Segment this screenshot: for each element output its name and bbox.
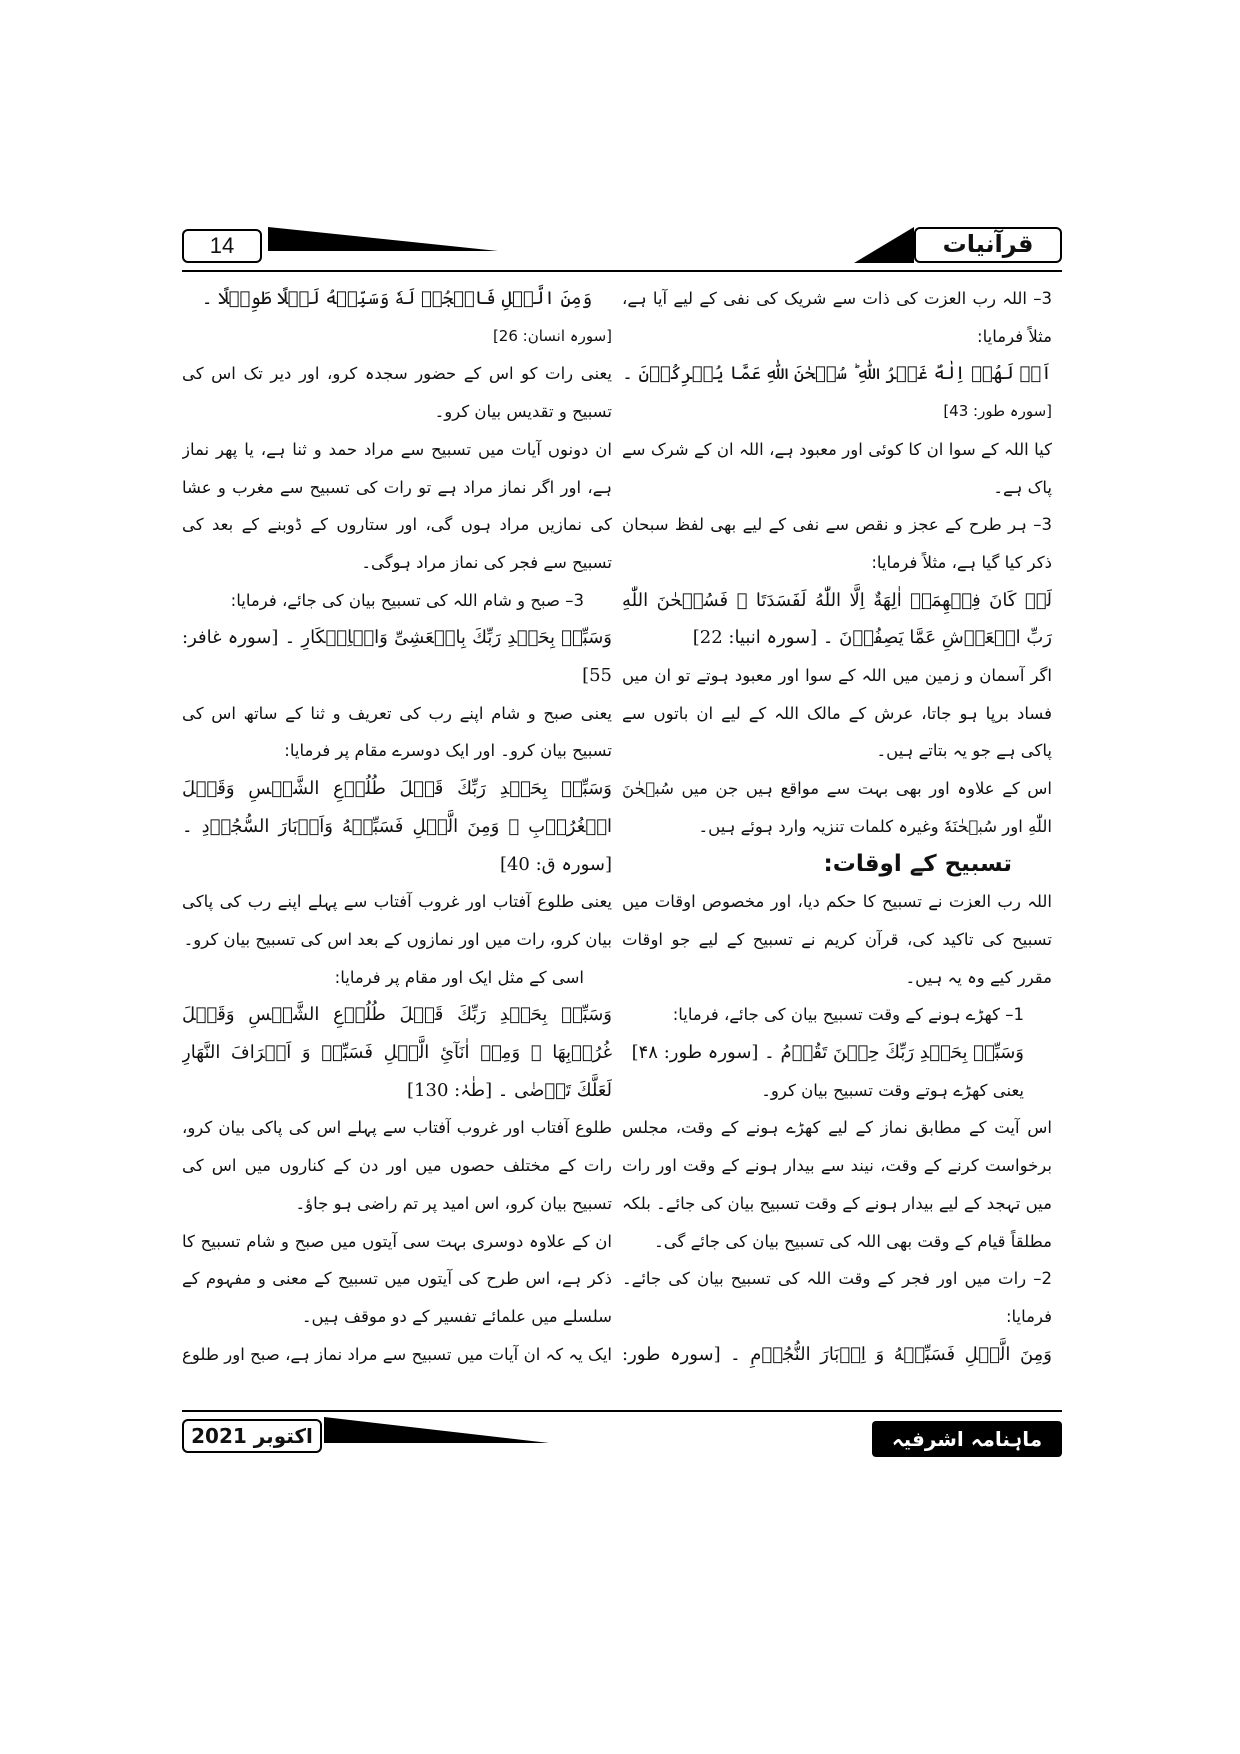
quran-verse: اَمۡ لَهُمۡ اِلٰهٌ غَيۡرُ اللّٰهِ ؕ سُبۡحٰنَ اللّٰهِ عَمَّا يُشۡرِكُوۡنَ ۔ — [622, 363, 1052, 385]
page-header — [182, 227, 1062, 269]
paragraph: طلوع آفتاب اور غروب آفتاب سے پہلے اس کی پاکی بیان کرو، رات کے مختلف حصوں میں اور دن کے کناروں میں اس کی تسبیح بیان کرو، اس امید پر تم راضی ہو جاؤ۔ — [182, 1118, 612, 1213]
paragraph: 3– اللہ رب العزت کی ذات سے شریک کی نفی کے لیے آیا ہے، مثلاً فرمایا: — [622, 289, 1052, 346]
quran-verse: وَمِنَ الَّيۡلِ فَاسۡجُدۡ لَهٗ وَسَبِّحۡهُ لَيۡلًا طَوِيۡلًا ۔ — [201, 288, 593, 309]
quran-verse: وَسَبِّحۡ بِحَمۡدِ رَبِّكَ بِالۡعَشِىِّ وَالۡاِبۡكَارِ ۔ [سورہ غافر: 55] — [182, 627, 612, 687]
paragraph: اس آیت کے مطابق نماز کے لیے کھڑے ہونے کے وقت، مجلس برخواست کرنے کے وقت، نیند سے بیدار ہونے کے وقت اور رات میں تہجد کے لیے بیدار ہونے کے وقت تسبیح بیان کی جائے۔ بلکہ مطلقاً قیام کے وقت بھی اللہ کی تسبیح بیان کی جائے گی۔ — [622, 1118, 1052, 1251]
issue-date: اکتوبر 2021 — [182, 1419, 322, 1453]
quran-verse: لَوۡ كَانَ فِيۡهِمَاۤ اٰلِهَةٌ اِلَّا اللّٰهُ لَفَسَدَتَا ۚ فَسُبۡحٰنَ اللّٰهِ رَبِّ الۡعَرۡشِ عَمَّا يَصِفُوۡنَ ۔ [سورہ انبیا: 22] — [622, 589, 1052, 649]
paragraph: کیا اللہ کے سوا ان کا کوئی اور معبود ہے، اللہ ان کے شرک سے پاک ہے۔ — [622, 439, 1052, 497]
paragraph: اگر آسمان و زمین میں اللہ کے سوا اور معبود ہوتے تو ان میں فساد برپا ہو جاتا، عرش کے مالک اللہ کے لیے ان باتوں سے پاکی ہے جو یہ بتاتے ہیں۔ — [622, 666, 1052, 761]
quran-verse: وَسَبِّحۡ بِحَمۡدِ رَبِّكَ حِيۡنَ تَقُوۡمُ ۔ [سورہ طور: ۴۸] — [631, 1042, 1024, 1064]
footer-ornament — [324, 1417, 549, 1443]
paragraph: 3– صبح و شام اللہ کی تسبیح بیان کی جائے، فرمایا: — [230, 590, 584, 610]
paragraph: ان دونوں آیات میں تسبیح سے مراد حمد و ثنا ہے، یا پھر نماز ہے، اور اگر نماز مراد ہے تو رات کی تسبیح سے مغرب و عشا کی نمازیں مراد ہوں گی، اور ستاروں کے ڈوبنے کے بعد کی تسبیح سے فجر کی نماز مراد ہوگی۔ — [182, 439, 612, 572]
paragraph: 3– ہر طرح کے عجز و نقص سے نفی کے لیے بھی لفظ سبحان ذکر کیا گیا ہے، مثلاً فرمایا: — [622, 515, 1052, 572]
verse-reference: [سورہ انسان: 26] — [492, 326, 612, 345]
header-right-ornament — [854, 227, 914, 263]
paragraph: اللہ رب العزت نے تسبیح کا حکم دیا، اور مخصوص اوقات میں تسبیح کی تاکید کی، قرآن کریم نے تسبیح کے لیے جو اوقات مقرر کیے وہ یہ ہیں۔ — [622, 892, 1052, 987]
magazine-name: ماہنامہ اشرفیہ — [872, 1421, 1062, 1457]
paragraph: یعنی صبح و شام اپنے رب کی تعریف و ثنا کے ساتھ اس کی تسبیح بیان کرو۔ اور ایک دوسرے مقام پر فرمایا: — [182, 703, 612, 761]
paragraph: اس کے علاوہ اور بھی بہت سے مواقع ہیں جن میں سُبۡحٰنَ اللّٰهِ اور سُبۡحٰنَهٗ وغیرہ کلمات تنزیہ وارد ہوئے ہیں۔ — [622, 779, 1052, 836]
paragraph: ایک یہ کہ ان آیات میں تسبیح سے مراد نماز ہے، صبح اور طلوع — [182, 1344, 612, 1364]
paragraph: 2– رات میں اور فجر کے وقت اللہ کی تسبیح بیان کی جائے۔ فرمایا: — [622, 1269, 1052, 1326]
verse-reference: [سورہ طور: 43] — [943, 402, 1052, 421]
quran-verse: وَمِنَ الَّيۡلِ فَسَبِّحۡهُ وَ اِدۡبَارَ النُّجُوۡمِ ۔ [سورہ طور: — [622, 1343, 1052, 1365]
paragraph: 1– کھڑے ہونے کے وقت تسبیح بیان کی جائے، فرمایا: — [672, 1005, 1024, 1025]
paragraph: یعنی کھڑے ہوتے وقت تسبیح بیان کرو۔ — [761, 1080, 1024, 1100]
quran-verse: وَسَبِّحۡ بِحَمۡدِ رَبِّكَ قَبۡلَ طُلُوۡعِ الشَّمۡسِ وَقَبۡلَ غُرُوۡبِهَا ۚ وَمِنۡ اٰنَآئِ الَّيۡلِ فَسَبِّحۡ وَ اَطۡرَافَ النَّهَارِ لَعَلَّكَ تَرۡضٰى ۔ [طٰہٰ: 130] — [182, 1004, 612, 1101]
page-footer — [182, 1417, 1062, 1461]
paragraph: ان کے علاوہ دوسری بہت سی آیتوں میں صبح و شام تسبیح کا ذکر ہے، اس طرح کی آیتوں میں تسبیح کے معنی و مفہوم کے سلسلے میں علمائے تفسیر کے دو موقف ہیں۔ — [182, 1231, 612, 1326]
quran-verse: وَسَبِّحۡ بِحَمۡدِ رَبِّكَ قَبۡلَ طُلُوۡعِ الشَّمۡسِ وَقَبۡلَ الۡغُرُوۡبِ ۚ وَمِنَ الَّيۡلِ فَسَبِّحۡهُ وَاَدۡبَارَ السُّجُوۡدِ ۔ [سورہ ق: 40] — [182, 778, 612, 875]
header-left-ornament — [268, 227, 498, 251]
paragraph: یعنی رات کو اس کے حضور سجدہ کرو، اور دیر تک اس کی تسبیح و تقدیس بیان کرو۔ — [182, 364, 612, 422]
left-column — [182, 280, 612, 1370]
page-number: 14 — [182, 229, 262, 263]
right-column — [622, 280, 1052, 1370]
paragraph: یعنی طلوع آفتاب اور غروب آفتاب سے پہلے اپنے رب کی پاکی بیان کرو، رات میں اور نمازوں کے بعد اس کی تسبیح بیان کرو۔ — [182, 892, 612, 949]
section-heading: تسبیح کے اوقات: — [823, 850, 1012, 877]
header-rule — [182, 270, 1062, 272]
footer-rule — [182, 1410, 1062, 1412]
paragraph: اسی کے مثل ایک اور مقام پر فرمایا: — [334, 967, 584, 987]
section-title: قرآنیات — [914, 227, 1062, 263]
